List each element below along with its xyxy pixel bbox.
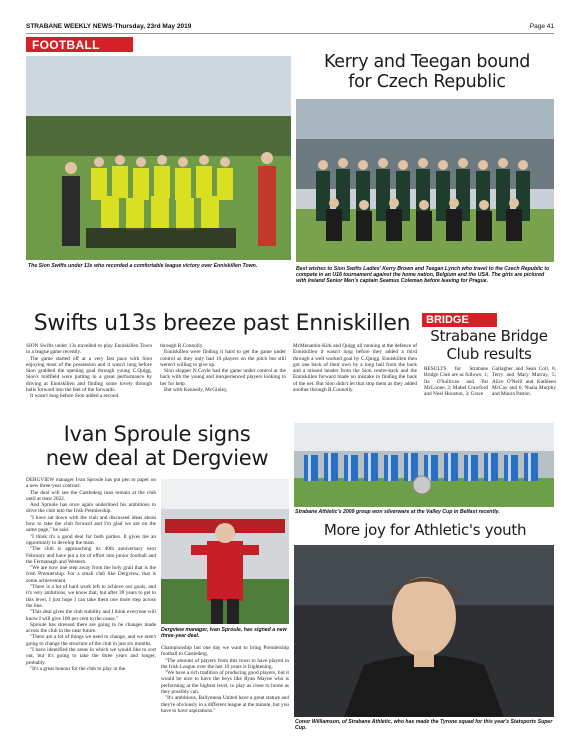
swifts-photo-caption: The Sion Swifts under 13s who recorded a comfortable league victory over Enniskillen Town. <box>28 263 258 269</box>
bridge-tag: BRIDGE <box>422 313 497 327</box>
williamson-photo-caption: Conor Williamson, of Strabane Athletic, who has made the Tyrone squad for this year's Statsports Super Cup. <box>295 719 553 732</box>
czech-headline: Kerry and Teegan bound for Czech Republic <box>323 52 531 92</box>
athletic-team-photo <box>294 423 554 507</box>
sproule-body-col-1: DERGVIEW manager Ivan Sproule has put pen to paper on a new three-year contract. The deal will see the Castlederg man remain at the club until at least 2022. And Sproule has once again underlined his ambitions to drive the club into the Irish Premiership. "I have sat down with the club and discussed ideas about how to take the club forward and I'm glad we are on the same page," he said. "I think it's a good deal for both parties. It gives me an opportunity to develop the team. "The club is approaching its 40th anniversary next February and have put a lot of effort into junior football and the Fermanagh and Western. "We are now one step away from the holy grail that is the Irish Premiership. For a small club like Dergview, that is some achievement. "There is a lot of hard work left to achieve our goals, and it's very ambitious, we know that, but after 39 years to get to this level, I just hope I can take them one more step across the line. "This deal gives the club stability and I think everyone will know I will give 100 per cent to the cause." Sproule has stressed there are going to be changes made across the club in the near future. "There are a lot of things we need to change, and we aren't going to change the structure of the club in just six months. "I have identified the areas in which we would like to sort out, but it's going to take the three years and longer, probably. "It's a great honour for the club to play in the <box>26 477 156 672</box>
page-header <box>26 20 554 34</box>
bridge-col-2: Gallagher and Sean Coll, 6; Terry and Mary Murray, 5; Alice O'Neill and Kathleen McCay and 6; Nuala Murphy and Maura Patton. <box>492 366 556 398</box>
page-number: Page 41 <box>529 23 554 30</box>
athletic-photo-caption: Strabane Athletic's 2009 group won silverware at the Valley Cup in Belfast recently. <box>295 509 500 515</box>
athletic-headline: More joy for Athletic's youth <box>323 521 527 539</box>
swifts-headline: Swifts u13s breeze past Enniskillen <box>33 311 411 336</box>
swifts-team-photo <box>26 56 291 260</box>
czech-photo-caption: Best wishes to Sion Swifts Ladies' Kerry Brown and Teegan Lynch who travel to the Czech Republic to compete in an U16 tournament against the home nation, Belgium and the USA. The girls are pictured with Ireland Senior Men's captain Seamus Coleman before leaving for Prague. <box>296 266 550 285</box>
sproule-photo-caption: Dergview manager, Ivan Sproule, has signed a new three-year deal. <box>161 627 287 640</box>
section-tag: FOOTBALL <box>26 37 133 52</box>
publication-date: STRABANE WEEKLY NEWS-Thursday, 23rd May 2019 <box>26 23 192 30</box>
swifts-body-col-2: through R.Connolly. Enniskillen were finding it hard to get the game under control as they only had 10 players on the pitch but still weren't willing to give up. Sion skipper N.Coyle had the game under control at the back with the young and inexperienced players looking to her for help. But with Kennedy, McGinley, <box>160 343 286 394</box>
bridge-headline: Strabane Bridge Club results <box>430 327 548 363</box>
sproule-photo <box>161 479 289 624</box>
czech-group-photo <box>296 99 554 262</box>
sproule-headline: Ivan Sproule signs new deal at Dergview <box>45 422 269 470</box>
bridge-col-1: RESULTS for Strabane Bridge Club are as follows: 1; Ita O'Sullivan and Pat McLoone, 2; Mabel Crawford and Noel Houston, 3; Grace <box>424 366 488 398</box>
swifts-body-col-3: McMenamin-Kirk and Quigg all running at the defence of Enniskillen it wasn't long before they added a third through a well worked goal by C.Quigg. Enniskillen then got one back of their own by a long ball from the back and a missed header from the Sion centre-back and the Enniskillen forward made no mistake in finding the back of the net. But Sion didn't let that stop them as they added another through R.Connolly. <box>293 343 417 394</box>
swifts-body-col-1: SION Swifts under 13s travelled to play Enniskillen Town in a league game recently. The game started off at a very fast pace with Sion enjoying most of the possession and it wasn't long before Sion grabbed the opening goal through young C.Quigg. Sion's midfield were putting in a great performance by driving at Enniskillen and finding some lovely through balls forward into the feet of the forwards. It wasn't long before Sion added a second <box>26 343 152 400</box>
sproule-body-col-2: Championship but one day we want to bring Premiership football to Castlederg. "The amount of players from this town to have played in the Irish League over the last 10 years is frightening. "We have a rich tradition of producing good players, but it would be nice to have the boys like Ryan Mayne who is performing at the highest level, to play as close to home as they possibly can. "It's ambitious, Ballymena United have a great stature and they're obviously in a different league at the minute, but you have to have aspirations." <box>161 645 289 714</box>
williamson-photo <box>294 545 554 717</box>
